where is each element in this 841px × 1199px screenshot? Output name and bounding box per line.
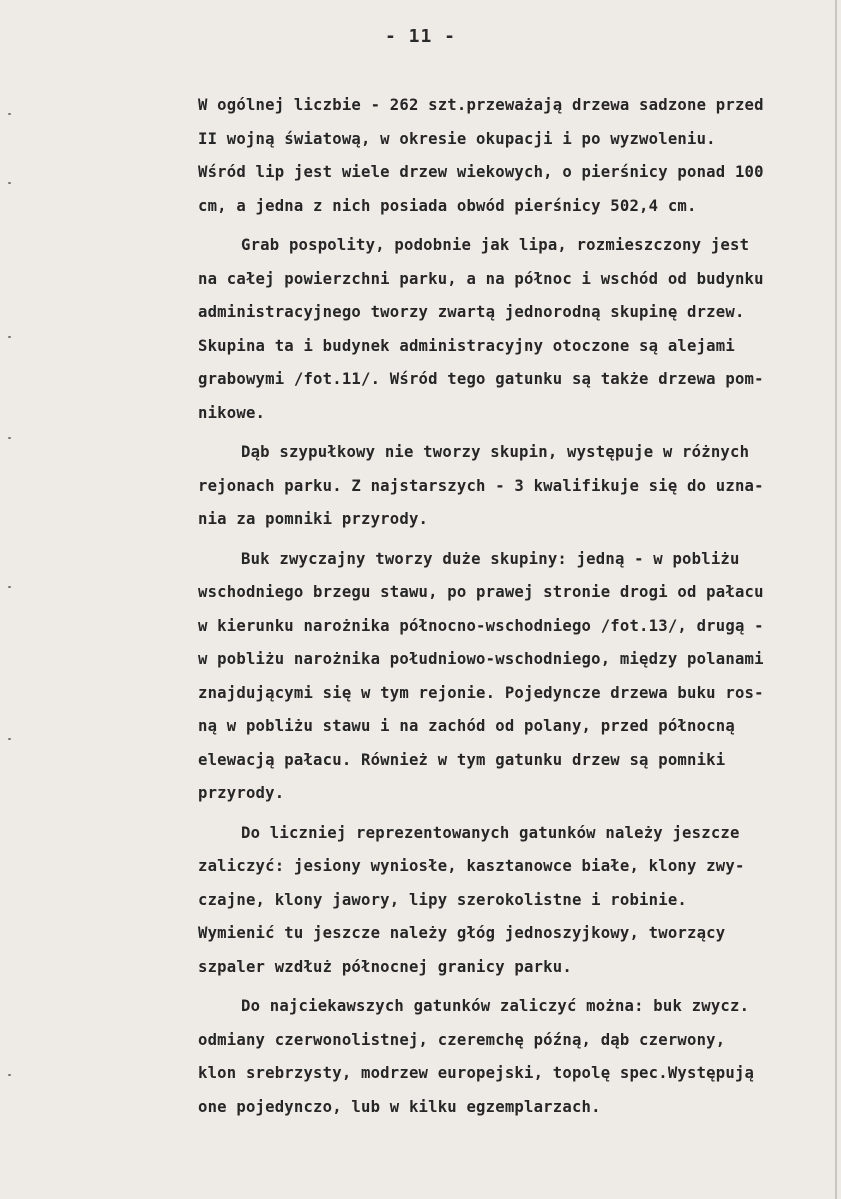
text-line: na całej powierzchni parku, a na północ i wschód od budynku xyxy=(198,269,764,288)
margin-speck xyxy=(8,437,11,439)
text-line: szpaler wzdłuż północnej granicy parku. xyxy=(198,957,572,976)
text-line: Buk zwyczajny tworzy duże skupiny: jedną - w pobliżu xyxy=(241,549,740,568)
text-line: Skupina ta i budynek administracyjny otoczone są alejami xyxy=(198,336,735,355)
text-line: ną w pobliżu stawu i na zachód od polany, przed północną xyxy=(198,717,735,735)
text-line: Wśród lip jest wiele drzew wiekowych, o pierśnicy ponad 100 xyxy=(198,163,764,181)
text-line: Wymienić tu jeszcze należy głóg jednoszyjkowy, tworzący xyxy=(198,924,726,942)
text-line: znajdującymi się w tym rejonie. Pojedyncze drzewa buku ros- xyxy=(198,683,764,702)
text-line: czajne, klony jawory, lipy szerokolistne i robinie. xyxy=(198,890,687,909)
margin-speck xyxy=(8,1074,11,1076)
text-line: one pojedynczo, lub w kilku egzemplarzach. xyxy=(198,1097,601,1116)
text-line: klon srebrzysty, modrzew europejski, topolę spec.Występują xyxy=(198,1064,755,1082)
text-line: Grab pospolity, podobnie jak lipa, rozmieszczony jest xyxy=(241,236,750,254)
margin-speck xyxy=(8,738,11,740)
page-number: - 11 - xyxy=(384,26,457,47)
text-line: w pobliżu narożnika południowo-wschodniego, między polanami xyxy=(198,650,764,668)
text-line: grabowymi /fot.11/. Wśród tego gatunku są także drzewa pom- xyxy=(198,370,764,388)
text-line: nia za pomniki przyrody. xyxy=(198,510,429,528)
text-line: przyrody. xyxy=(198,784,285,802)
text-line: wschodniego brzegu stawu, po prawej stronie drogi od pałacu xyxy=(198,583,764,601)
text-line: II wojną światową, w okresie okupacji i po wyzwoleniu. xyxy=(198,129,716,148)
text-line: Do najciekawszych gatunków zaliczyć można: buk zwycz. xyxy=(241,997,750,1015)
text-line: nikowe. xyxy=(198,403,266,422)
text-line: Dąb szypułkowy nie tworzy skupin, występuje w różnych xyxy=(241,443,750,461)
text-line: elewacją pałacu. Również w tym gatunku drzew są pomniki xyxy=(198,750,726,769)
page-edge xyxy=(835,0,837,1199)
text-line: odmiany czerwonolistnej, czeremchę późną, dąb czerwony, xyxy=(198,1030,726,1049)
text-line: zaliczyć: jesiony wyniosłe, kasztanowce białe, klony zwy- xyxy=(198,857,745,875)
text-line: W ogólnej liczbie - 262 szt.przeważają drzewa sadzone przed xyxy=(198,96,764,114)
body-text xyxy=(198,89,830,1124)
text-line: rejonach parku. Z najstarszych - 3 kwalifikuje się do uzna- xyxy=(198,476,764,495)
text-line: w kierunku narożnika północno-wschodniego /fot.13/, drugą - xyxy=(198,616,764,635)
margin-speck xyxy=(8,586,11,588)
margin-speck xyxy=(8,182,11,184)
margin-speck xyxy=(8,336,11,338)
text-line: administracyjnego tworzy zwartą jednorodną skupinę drzew. xyxy=(198,303,745,321)
text-line: cm, a jedna z nich posiada obwód pierśnicy 502,4 cm. xyxy=(198,196,697,215)
margin-speck xyxy=(8,113,11,115)
text-line: Do liczniej reprezentowanych gatunków należy jeszcze xyxy=(241,823,740,842)
